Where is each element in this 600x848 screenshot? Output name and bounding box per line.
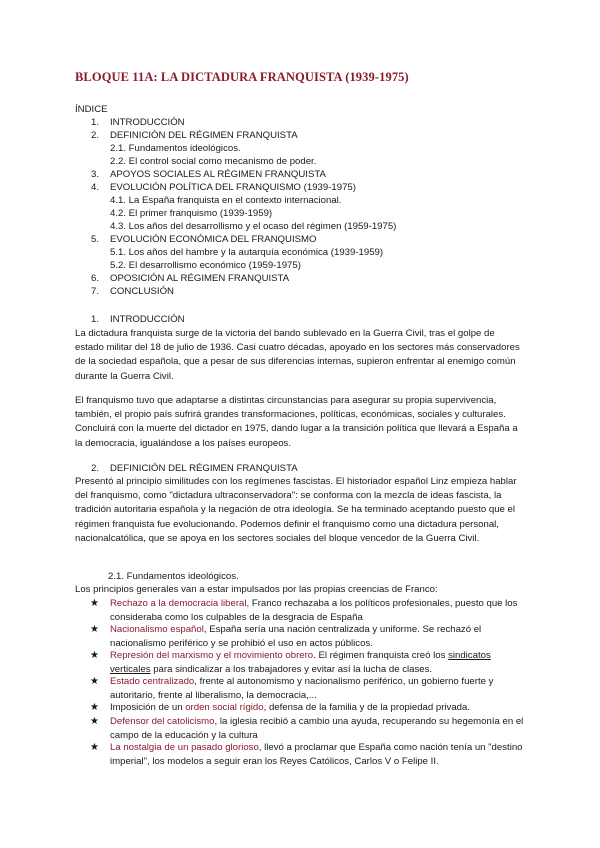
document-title: BLOQUE 11A: LA DICTADURA FRANQUISTA (1939-1975) [75, 70, 409, 84]
list-item [110, 715, 530, 742]
index-heading: ÍNDICE [75, 104, 108, 115]
item-text: , Franco rechazaba a los políticos profesionales, puesto que los consideraba como los culpables de la desgracia de España [110, 598, 518, 623]
intro-paragraph-2 [75, 394, 525, 451]
highlight-term: Estado centralizado [110, 676, 195, 687]
item-text: , frente al autonomismo y nacionalismo periférico, un gobierno fuerte y autoritario, frente al liberalismo, la democracia,... [110, 676, 494, 701]
highlight-term: Rechazo a la democracia liberal [110, 598, 247, 609]
paragraph-text: Presentó al principio similitudes con los regímenes fascistas. El historiador español Linz empieza hablar del franquismo, como "dictadura ultraconservadora": se conforma con la mezcla de ideas fascista, la tradición autoritaria española y la negación de otra ideología. Se ha terminado aceptando puesto que el régimen franquista fue evolucionando. Podemos definir el franquismo como una dictadura personal, nacionalcatólica, que se apoya en los sectores sociales del bloque vencedor de la Guerra Civil. [75, 476, 517, 544]
index-item: EVOLUCIÓN POLÍTICA DEL FRANQUISMO (1939-1975) [110, 182, 356, 193]
highlight-term: Defensor del catolicismo [110, 716, 215, 727]
index-item: INTRODUCCIÓN [110, 117, 185, 128]
index-item: DEFINICIÓN DEL RÉGIMEN FRANQUISTA [110, 130, 298, 141]
list-item [110, 623, 530, 650]
star-bullet-icon: ★ [90, 650, 99, 661]
star-bullet-icon: ★ [90, 702, 99, 713]
section-number: 2. [91, 463, 100, 474]
star-bullet-icon: ★ [90, 716, 99, 727]
index-subitem: 4.1. La España franquista en el contexto internacional. [110, 195, 342, 206]
item-text: . El régimen franquista creó los [313, 650, 449, 661]
index-num: 2. [91, 130, 100, 141]
item-text: , España sería una nación centralizada y uniforme. Se rechazó el nacionalismo periférico y se prohibió el uso en actos públicos. [110, 624, 482, 649]
index-num: 4. [91, 182, 100, 193]
index-num: 3. [91, 169, 100, 180]
index-subitem: 5.1. Los años del hambre y la autarquía económica (1939-1959) [110, 247, 384, 258]
highlight-term: orden social rígido [185, 702, 264, 713]
item-text: Imposición de un [110, 702, 186, 713]
item-text: , defensa de la familia y de la propiedad privada. [263, 702, 471, 713]
highlight-term: Nacionalismo español [110, 624, 204, 635]
section-heading-definition: DEFINICIÓN DEL RÉGIMEN FRANQUISTA [110, 463, 298, 474]
index-subitem: 2.2. El control social como mecanismo de poder. [110, 156, 317, 167]
list-item [110, 701, 530, 715]
paragraph-text: El franquismo tuvo que adaptarse a distintas circunstancias para asegurar su propia supervivencia, también, el propio país sufrirá grandes transformaciones, políticas, económicas, sociales y culturales. Concluirá con la muerte del dictador en 1975, dando lugar a la transición política que llevará a España a la democracia, igualándose a los países europeos. [75, 395, 518, 449]
star-bullet-icon: ★ [90, 742, 99, 753]
item-text: , llevó a proclamar que España como nación tenía un "destino imperial", los modelos a seguir eran los Reyes Católicos, Carlos V o Felipe II. [110, 742, 523, 767]
item-text: para sindicalizar a los trabajadores y evitar así la lucha de clases. [150, 663, 433, 675]
index-num: 6. [91, 273, 100, 284]
star-bullet-icon: ★ [90, 598, 99, 609]
definition-paragraph [75, 475, 525, 546]
item-text: , la iglesia recibió a cambio una ayuda, recuperando su hegemonía en el campo de la educación y la cultura [110, 716, 524, 741]
index-item: OPOSICIÓN AL RÉGIMEN FRANQUISTA [110, 273, 290, 284]
list-item [110, 597, 530, 624]
list-item [110, 741, 530, 768]
list-item [110, 675, 530, 702]
index-subitem: 4.3. Los años del desarrollismo y el ocaso del régimen (1959-1975) [110, 221, 397, 232]
index-subitem: 4.2. El primer franquismo (1939-1959) [110, 208, 273, 219]
index-num: 7. [91, 286, 100, 297]
index-item: EVOLUCIÓN ECONÓMICA DEL FRANQUISMO [110, 234, 317, 245]
star-bullet-icon: ★ [90, 624, 99, 635]
subsection-heading: 2.1. Fundamentos ideológicos. [108, 571, 239, 582]
index-num: 5. [91, 234, 100, 245]
index-subitem: 5.2. El desarrollismo económico (1959-1975) [110, 260, 301, 271]
underlined-term: sindicatos verticales [110, 650, 491, 675]
index-item: CONCLUSIÓN [110, 286, 174, 297]
index-item: APOYOS SOCIALES AL RÉGIMEN FRANQUISTA [110, 169, 326, 180]
paragraph-text: La dictadura franquista surge de la victoria del bando sublevado en la Guerra Civil, tras el golpe de estado militar del 18 de julio de 1936. Casi cuatro décadas, apoyado en los sectores más conservadores de la sociedad española, que a pesar de sus diferencias internas, supieron enfrentar al enemigo común durante la Guerra Civil. [75, 328, 520, 382]
section-heading-intro: INTRODUCCIÓN [110, 314, 185, 325]
star-bullet-icon: ★ [90, 676, 99, 687]
intro-paragraph-1 [75, 327, 525, 384]
list-item [110, 649, 530, 676]
highlight-term: La nostalgia de un pasado glorioso [110, 742, 259, 753]
index-subitem: 2.1. Fundamentos ideológicos. [110, 143, 241, 154]
highlight-term: Represión del marxismo y el movimiento obrero [110, 650, 314, 661]
index-num: 1. [91, 117, 100, 128]
subsection-intro: Los principios generales van a estar impulsados por las propias creencias de Franco: [75, 584, 438, 595]
section-number: 1. [91, 314, 100, 325]
